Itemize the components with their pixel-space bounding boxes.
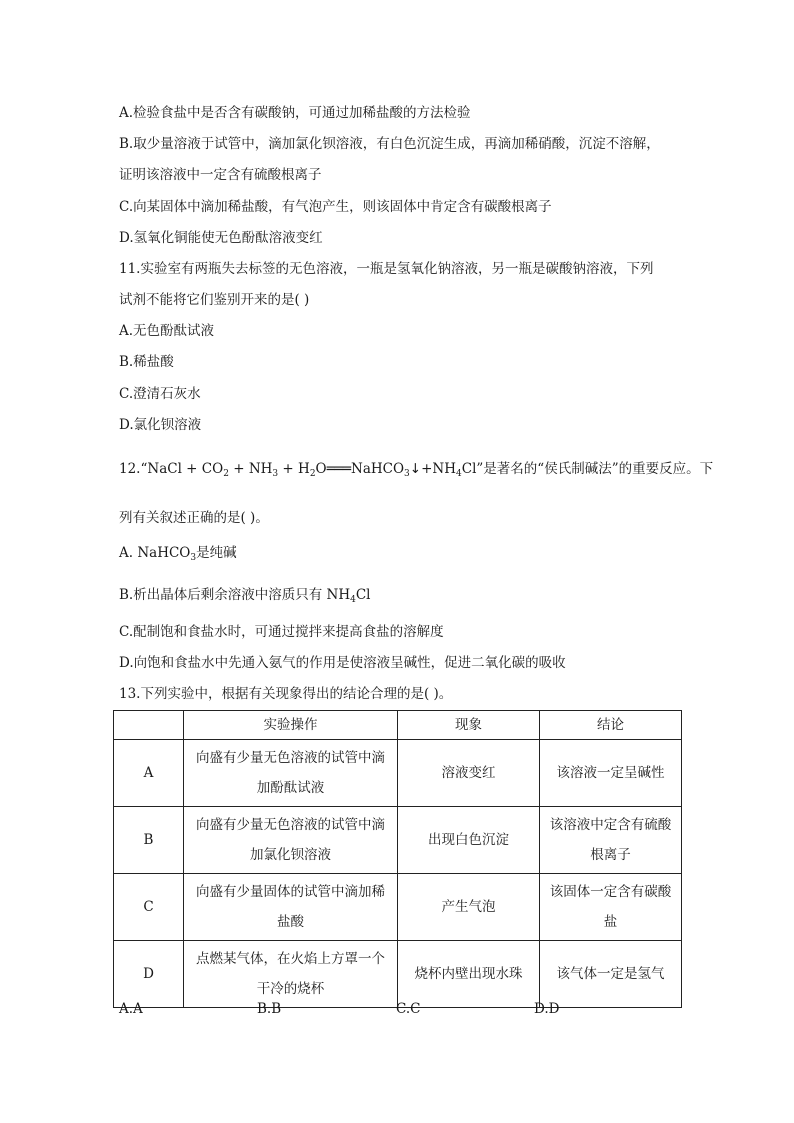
q10-option-a: A.检验食盐中是否含有碳酸钠，可通过加稀盐酸的方法检验	[119, 105, 471, 121]
q13-stem: 13.下列实验中，根据有关现象得出的结论合理的是( )。	[119, 686, 453, 702]
table-row	[114, 874, 682, 941]
operation-cell: 向盛有少量无色溶液的试管中滴 加酚酞试液	[184, 740, 398, 807]
phenomenon-cell: 出现白色沉淀	[398, 807, 540, 874]
q11-stem-line1: 11.实验室有两瓶失去标签的无色溶液，一瓶是氢氧化钠溶液，另一瓶是碳酸钠溶液，下列	[119, 261, 654, 277]
q12-stem-line1	[119, 459, 713, 479]
q11-option-d: D.氯化钡溶液	[119, 417, 202, 433]
operation-cell: 向盛有少量无色溶液的试管中滴 加氯化钡溶液	[184, 807, 398, 874]
q12-option-d: D.向饱和食盐水中先通入氨气的作用是使溶液呈碱性，促进二氧化碳的吸收	[119, 655, 566, 671]
conclusion-cell: 该固体一定含有碳酸 盐	[540, 874, 682, 941]
q13-option-c: C.C	[396, 1001, 421, 1017]
table-header-cell	[114, 711, 184, 740]
q12-equation: NaCl + $CO_2 + NH_3$ + $H_2O═══NaHCO_3↓+NH_4Cl$	[147, 461, 477, 479]
q10-option-b-line2: 证明该溶液中一定含有硫酸根离子	[119, 167, 322, 183]
q13-experiment-table	[113, 710, 682, 1008]
table-row	[114, 941, 682, 1008]
q10-option-b-line1: B.取少量溶液于试管中，滴加氯化钡溶液，有白色沉淀生成，再滴加稀硝酸，沉淀不溶解，	[119, 136, 660, 152]
q12-stem-tail: ”是著名的“侯氏制碱法”的重要反应。下	[476, 461, 714, 477]
q10-option-c: C.向某固体中滴加稀盐酸，有气泡产生，则该固体中肯定含有碳酸根离子	[119, 199, 552, 215]
q12-option-a: A. NaHCO$_3$是纯碱	[119, 545, 237, 563]
q13-option-a: A.A	[119, 1001, 143, 1017]
q12-stem-line2: 列有关叙述正确的是( )。	[119, 510, 269, 526]
operation-cell: 点燃某气体，在火焰上方罩一个 干冷的烧杯	[184, 941, 398, 1008]
q11-option-c: C.澄清石灰水	[119, 386, 201, 402]
q13-option-b: B.B	[257, 1001, 282, 1017]
q13-options	[119, 1001, 679, 1021]
q11-option-a: A.无色酚酞试液	[119, 323, 215, 339]
q12-option-c: C.配制饱和食盐水时，可通过搅拌来提高食盐的溶解度	[119, 624, 444, 640]
operation-cell: 向盛有少量固体的试管中滴加稀 盐酸	[184, 874, 398, 941]
row-label: D	[114, 941, 184, 1008]
q11-stem-line2: 试剂不能将它们鉴别开来的是( )	[119, 292, 310, 308]
q11-option-b: B.稀盐酸	[119, 354, 174, 370]
phenomenon-cell: 烧杯内壁出现水珠	[398, 941, 540, 1008]
q12-option-b: B.析出晶体后剩余溶液中溶质只有 $NH_4Cl$	[119, 587, 371, 605]
conclusion-cell: 该溶液中定含有硫酸 根离子	[540, 807, 682, 874]
table-header-row	[114, 711, 682, 740]
down-arrow-icon: ↓	[409, 461, 422, 477]
row-label: A	[114, 740, 184, 807]
row-label: B	[114, 807, 184, 874]
table-row	[114, 740, 682, 807]
conclusion-cell: 该溶液一定呈碱性	[540, 740, 682, 807]
table-header-conclusion: 结论	[540, 711, 682, 740]
phenomenon-cell: 溶液变红	[398, 740, 540, 807]
q10-option-d: D.氢氧化铜能使无色酚酞溶液变红	[119, 230, 323, 246]
row-label: C	[114, 874, 184, 941]
phenomenon-cell: 产生气泡	[398, 874, 540, 941]
table-row	[114, 807, 682, 874]
conclusion-cell: 该气体一定是氢气	[540, 941, 682, 1008]
q13-option-d: D.D	[534, 1001, 560, 1017]
q12-number: 12.“	[119, 461, 148, 477]
table-header-phenomenon: 现象	[398, 711, 540, 740]
table-header-operation: 实验操作	[184, 711, 398, 740]
